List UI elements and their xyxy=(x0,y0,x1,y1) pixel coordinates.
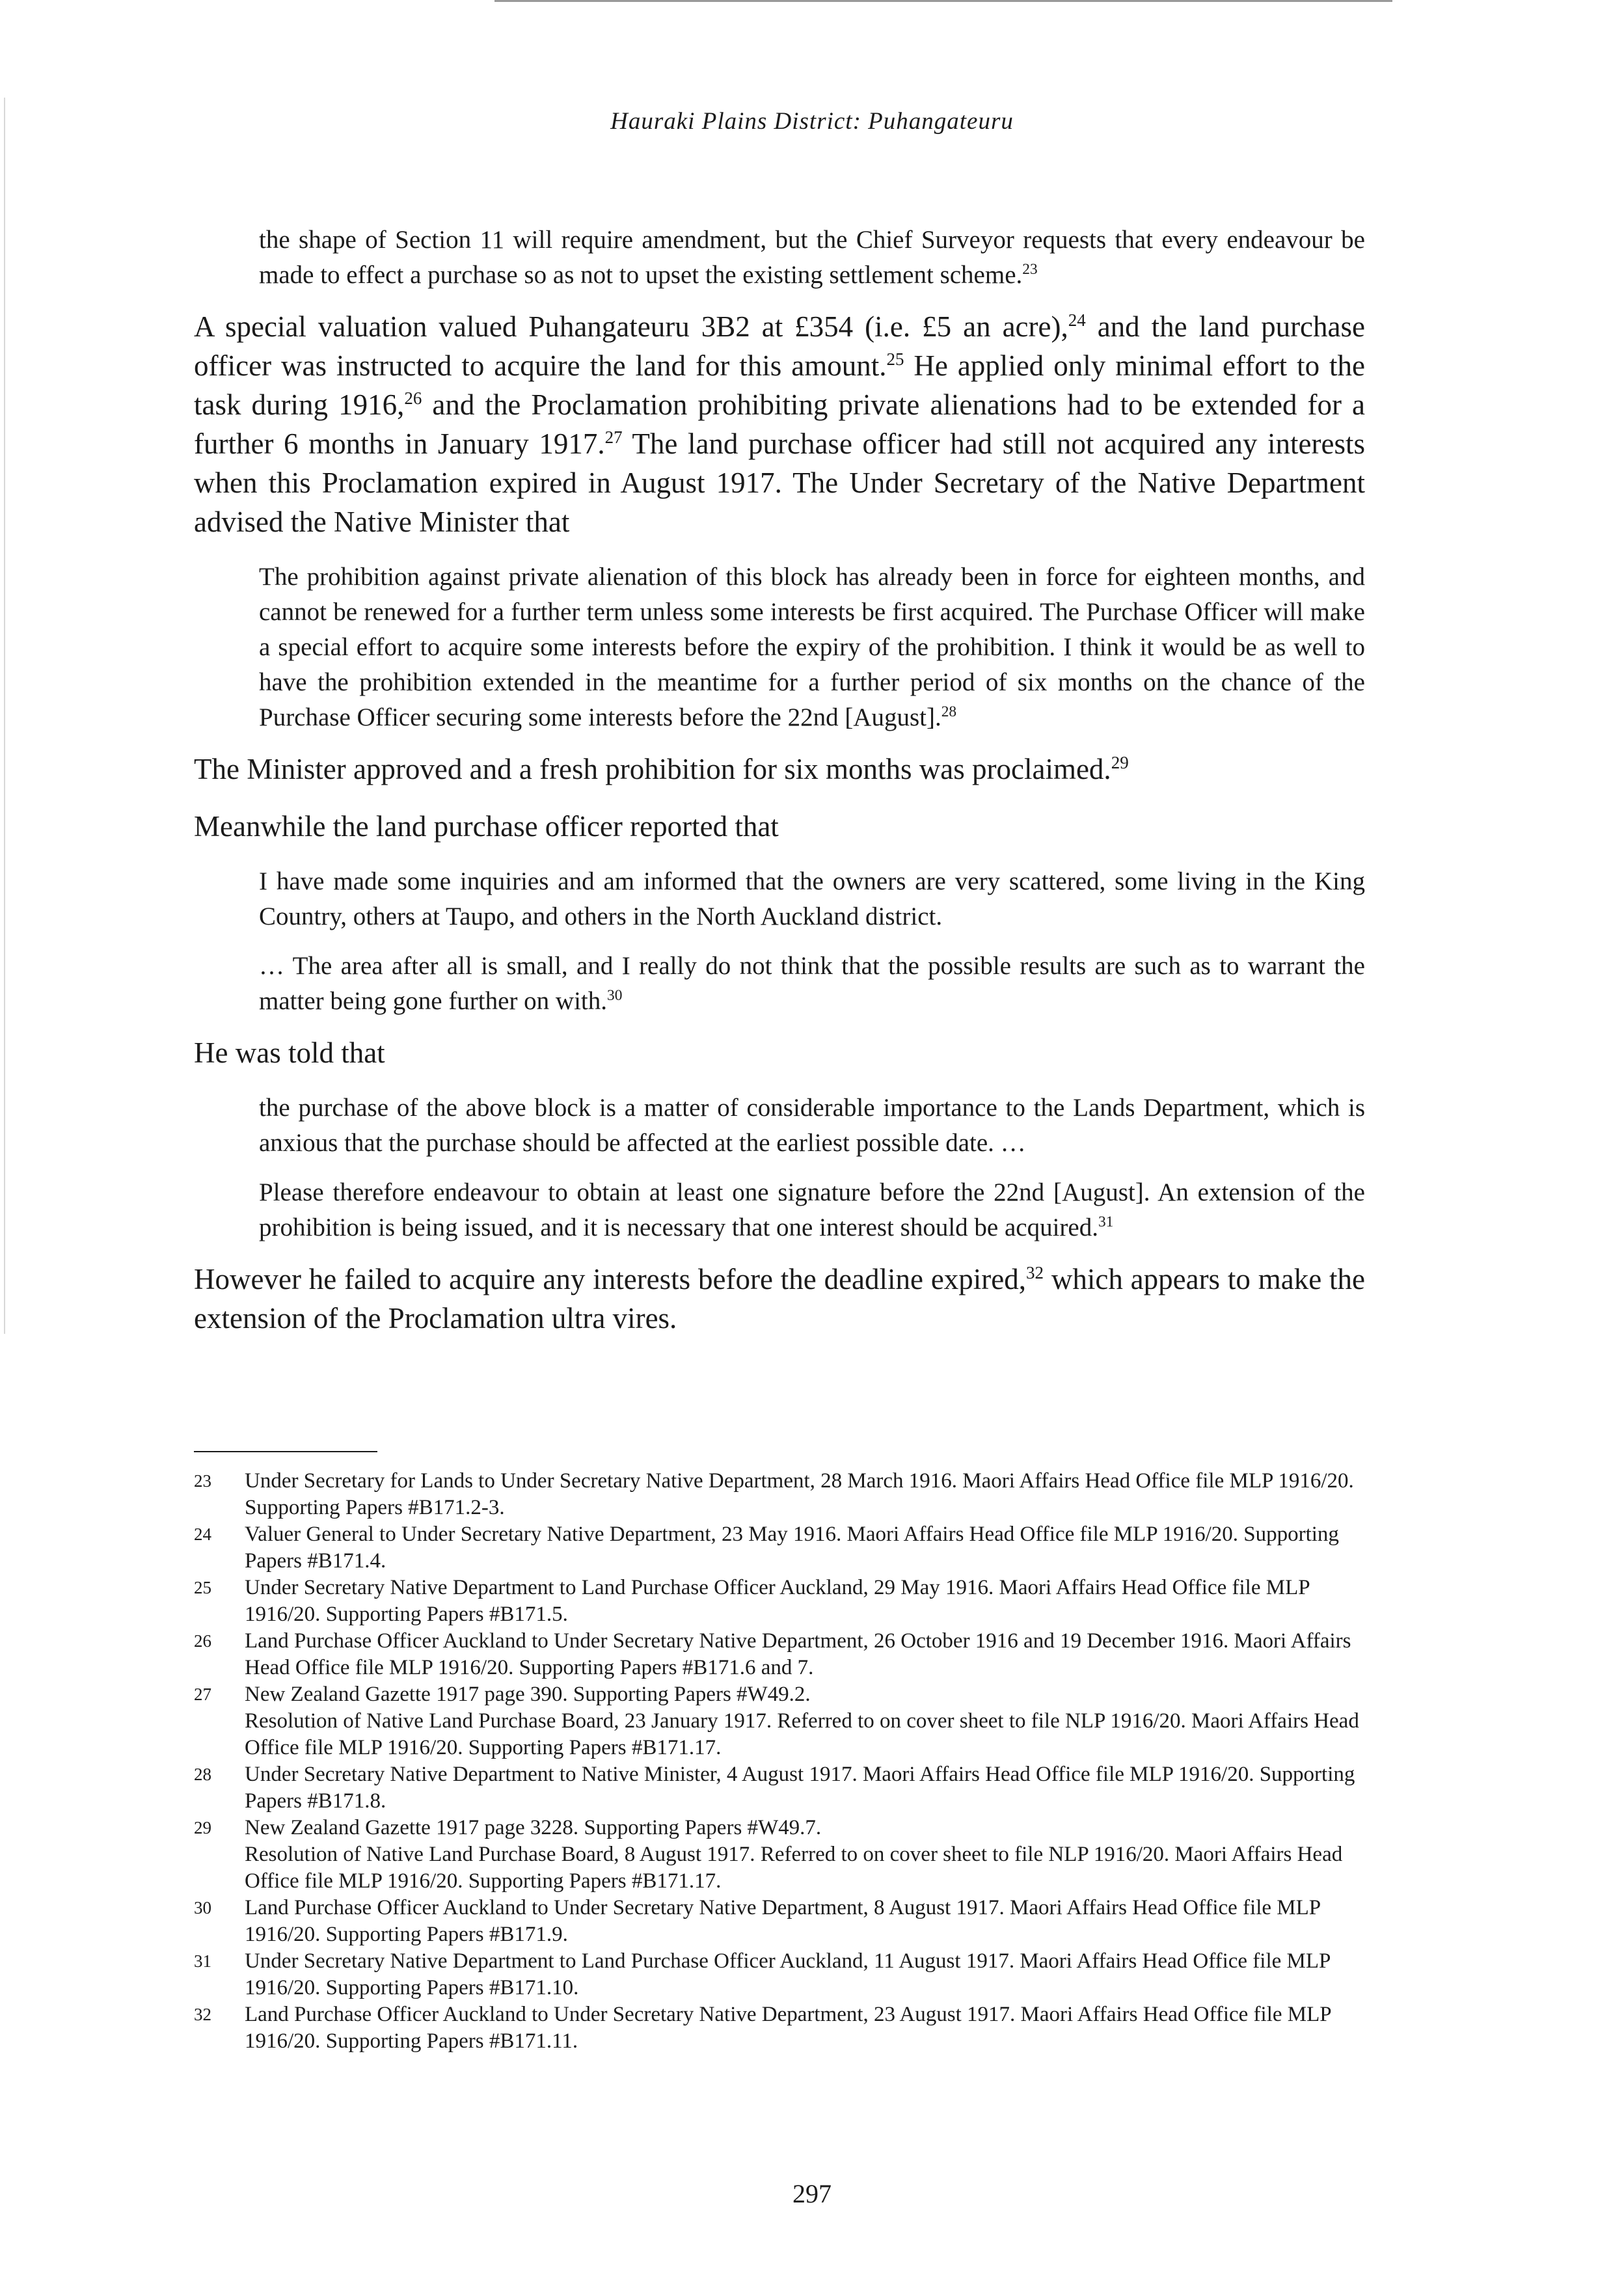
footnote-line: New Zealand Gazette 1917 page 390. Supporting Papers #W49.2. xyxy=(245,1683,811,1706)
footnote-text xyxy=(245,1521,1365,1575)
footnote-25 xyxy=(194,1575,1365,1628)
footnote-line: Resolution of Native Land Purchase Board, 8 August 1917. Referred to on cover sheet to file NLP 1916/20. Maori Affairs Head Office file MLP 1916/20. Supporting Papers #B171.17. xyxy=(245,1843,1343,1893)
block-quote xyxy=(259,864,1365,934)
footnotes xyxy=(194,1468,1365,2055)
footnote-26 xyxy=(194,1628,1365,1681)
footnote-28 xyxy=(194,1761,1365,1815)
footnote-ref: 24 xyxy=(1068,310,1086,330)
footnote-line: New Zealand Gazette 1917 page 3228. Supporting Papers #W49.7. xyxy=(245,1816,822,1839)
quote-text: the purchase of the above block is a matter of considerable importance to the Lands Department, which is anxious that the purchase should be affected at the earliest possible date. … xyxy=(259,1094,1365,1157)
footnote-text xyxy=(245,1681,1365,1761)
paragraph xyxy=(194,807,1365,846)
footnote-line: Under Secretary Native Department to Land Purchase Officer Auckland, 29 May 1916. Maori Affairs Head Office file MLP 1916/20. Supporting Papers #B171.5. xyxy=(245,1576,1310,1626)
running-head: Hauraki Plains District: Puhangateuru xyxy=(610,108,1014,135)
footnote-text xyxy=(245,1575,1365,1628)
paragraph xyxy=(194,307,1365,541)
footnote-ref: 23 xyxy=(1022,261,1038,278)
footnote-text xyxy=(245,1468,1365,1521)
footnote-30 xyxy=(194,1895,1365,1948)
paragraph xyxy=(194,750,1365,789)
paragraph-text: The land purchase officer had still not acquired any interests when this Proclamation expired in August 1917. The Under Secretary of the Native Department advised the Native Minister that xyxy=(194,427,1365,538)
paragraph-text: He applied only minimal effort to the task during 1916, xyxy=(194,349,1365,421)
footnote-line: Under Secretary for Lands to Under Secretary Native Department, 28 March 1916. Maori Affairs Head Office file MLP 1916/20. Supporting Papers #B171.2-3. xyxy=(245,1469,1354,1519)
page-number: 297 xyxy=(792,2179,832,2208)
footnote-line: Valuer General to Under Secretary Native Department, 23 May 1916. Maori Affairs Head Office file MLP 1916/20. Supporting Papers #B171.4. xyxy=(245,1523,1339,1573)
footnote-text xyxy=(245,1895,1365,1948)
footnote-number: 26 xyxy=(194,1631,211,1651)
block-quote xyxy=(259,949,1365,1019)
footnote-line: Land Purchase Officer Auckland to Under Secretary Native Department, 23 August 1917. Maori Affairs Head Office file MLP 1916/20. Supporting Papers #B171.11. xyxy=(245,2003,1331,2053)
footnote-number: 25 xyxy=(194,1578,211,1597)
footnote-separator xyxy=(194,1451,377,1452)
footnote-text xyxy=(245,2001,1365,2055)
footnote-number: 24 xyxy=(194,1524,211,1544)
paragraph-text: Meanwhile the land purchase officer reported that xyxy=(194,810,779,843)
footnote-ref: 31 xyxy=(1098,1213,1114,1230)
footnote-line: Resolution of Native Land Purchase Board, 23 January 1917. Referred to on cover sheet to file NLP 1916/20. Maori Affairs Head Office file MLP 1916/20. Supporting Papers #B171.17. xyxy=(245,1709,1359,1759)
footnote-ref: 32 xyxy=(1026,1263,1044,1282)
paragraph-text: A special valuation valued Puhangateuru 3B2 at £354 (i.e. £5 an acre), xyxy=(194,310,1068,343)
footnote-text xyxy=(245,1815,1365,1895)
footnote-text xyxy=(245,1948,1365,2001)
paragraph-text: and the land purchase officer was instructed to acquire the land for this amount. xyxy=(194,310,1365,382)
quote-text: the shape of Section 11 will require amendment, but the Chief Surveyor requests that every endeavour be made to effect a purchase so as not to upset the existing settlement scheme. xyxy=(259,226,1365,289)
paragraph xyxy=(194,1033,1365,1072)
body-text xyxy=(194,223,1365,1356)
top-edge-rule xyxy=(494,0,1392,2)
footnote-ref: 26 xyxy=(404,388,422,408)
footnote-number: 23 xyxy=(194,1471,211,1491)
footnote-31 xyxy=(194,1948,1365,2001)
footnote-ref: 25 xyxy=(886,349,904,369)
paragraph-text: The Minister approved and a fresh prohibition for six months was proclaimed. xyxy=(194,753,1111,785)
paragraph-text: which appears to make the extension of the Proclamation ultra vires. xyxy=(194,1263,1365,1334)
footnote-number: 31 xyxy=(194,1951,211,1971)
footnote-ref: 27 xyxy=(604,427,623,447)
footnote-23 xyxy=(194,1468,1365,1521)
footnote-ref: 29 xyxy=(1111,753,1129,772)
paragraph-text: However he failed to acquire any interests before the deadline expired, xyxy=(194,1263,1027,1295)
quote-text: Please therefore endeavour to obtain at least one signature before the 22nd [August]. An extension of the prohibition is being issued, and it is necessary that one interest should be acquired. xyxy=(259,1178,1365,1241)
paragraph-text: He was told that xyxy=(194,1036,385,1069)
quote-text: The prohibition against private alienation of this block has already been in force for eighteen months, and cannot be renewed for a further term unless some interests be first acquired. The Purchase Officer will make a special effort to acquire some interests before the expiry of the prohibition. I think it would be as well to have the prohibition extended in the meantime for a further period of six months on the chance of the Purchase Officer securing some interests before the 22nd [August]. xyxy=(259,563,1365,731)
footnote-text xyxy=(245,1628,1365,1681)
footnote-text xyxy=(245,1761,1365,1815)
footnote-32 xyxy=(194,2001,1365,2055)
footnote-line: Under Secretary Native Department to Land Purchase Officer Auckland, 11 August 1917. Maori Affairs Head Office file MLP 1916/20. Supporting Papers #B171.10. xyxy=(245,1949,1331,1999)
block-quote xyxy=(259,1091,1365,1161)
footnote-24 xyxy=(194,1521,1365,1575)
footnote-number: 32 xyxy=(194,2005,211,2024)
left-edge-mark xyxy=(4,98,5,1334)
footnote-line: Land Purchase Officer Auckland to Under Secretary Native Department, 8 August 1917. Maori Affairs Head Office file MLP 1916/20. Supporting Papers #B171.9. xyxy=(245,1896,1320,1946)
footnote-ref: 28 xyxy=(941,703,957,720)
paragraph-text: and the Proclamation prohibiting private alienations had to be extended for a further 6 months in January 1917. xyxy=(194,388,1365,460)
block-quote xyxy=(259,560,1365,735)
footnote-number: 27 xyxy=(194,1685,211,1704)
footnote-27 xyxy=(194,1681,1365,1761)
footnote-number: 28 xyxy=(194,1765,211,1784)
footnote-line: Land Purchase Officer Auckland to Under Secretary Native Department, 26 October 1916 and 19 December 1916. Maori Affairs Head Office file MLP 1916/20. Supporting Papers #B171.6 and 7. xyxy=(245,1629,1351,1679)
quote-text: … The area after all is small, and I really do not think that the possible results are such as to warrant the matter being gone further on with. xyxy=(259,952,1365,1015)
footnote-29 xyxy=(194,1815,1365,1895)
footnote-line: Under Secretary Native Department to Native Minister, 4 August 1917. Maori Affairs Head Office file MLP 1916/20. Supporting Papers #B171.8. xyxy=(245,1763,1355,1813)
paragraph xyxy=(194,1260,1365,1338)
footnote-number: 30 xyxy=(194,1898,211,1917)
block-quote xyxy=(259,223,1365,293)
footnote-number: 29 xyxy=(194,1818,211,1837)
footnote-ref: 30 xyxy=(607,987,623,1004)
quote-text: I have made some inquiries and am informed that the owners are very scattered, some living in the King Country, others at Taupo, and others in the North Auckland district. xyxy=(259,867,1365,930)
block-quote xyxy=(259,1175,1365,1245)
